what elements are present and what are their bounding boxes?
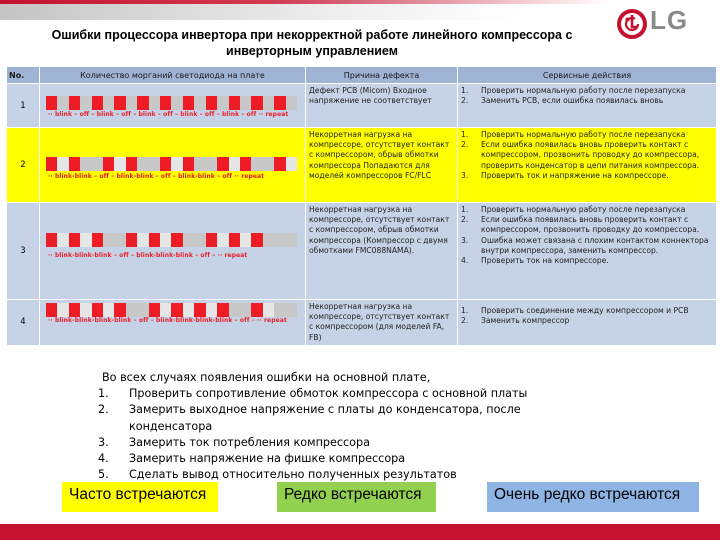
lg-logo-text: LG xyxy=(650,5,689,35)
row-number: 4 xyxy=(7,300,40,346)
legend-very-rare: Очень редко встречаются xyxy=(487,482,699,512)
row-number: 2 xyxy=(7,128,40,203)
action-item: 2. Заменить компрессор xyxy=(461,316,570,326)
table-row xyxy=(7,203,717,300)
note-item: 2. Замерить выходное напряжение с платы до конденсатора, после конденсатора xyxy=(98,403,521,433)
note-item: 5. Сделать вывод относительно полученных результатов xyxy=(98,468,457,482)
legend-rare: Редко встречаются xyxy=(277,482,436,512)
table-header-row xyxy=(7,67,717,84)
header-actions: Сервисные действия xyxy=(458,67,717,84)
notes-intro: Во всех случаях появления ошибки на основной плате, xyxy=(102,371,431,384)
blink-pattern xyxy=(40,84,306,128)
blink-strip xyxy=(46,157,297,171)
action-item: 1. Проверить соединение между компрессором и PCB xyxy=(461,306,689,315)
general-notes xyxy=(98,370,568,483)
page-title-line-2: инверторным управлением xyxy=(226,44,398,58)
header-red-stripe xyxy=(0,0,610,4)
blink-pattern xyxy=(40,300,306,346)
footer-red-bar xyxy=(0,524,720,540)
row-number: 3 xyxy=(7,203,40,300)
action-item: 1. Проверить нормальную работу после перезапуска xyxy=(461,130,686,139)
action-item: 2. Заменить PCB, если ошибка появилась вновь xyxy=(461,96,664,106)
header-no: No. xyxy=(7,67,40,84)
legend-frequent: Часто встречаются xyxy=(62,482,218,512)
row-number: 1 xyxy=(7,84,40,128)
defect-cause: Некорретная нагрузка на компрессоре, отсутствует контакт с компрессором, обрыв обмотки компрессора Попадаются для моделей компрессоров FC/FLC xyxy=(306,128,458,203)
service-actions xyxy=(458,84,717,128)
defect-cause: Дефект PCB (Micom) Входное напряжение не соответствует xyxy=(306,84,458,128)
action-item: 3. Ошибка может связана с плохим контактом коннектора внутри компрессора, заменить компрессор. xyxy=(461,235,709,255)
blink-pattern xyxy=(40,203,306,300)
action-item: 3. Проверить ток и напряжение на компрессоре. xyxy=(461,170,669,180)
service-actions xyxy=(458,300,717,346)
table-row xyxy=(7,300,717,346)
page-title-line-1: Ошибки процессора инвертора при некорректной работе линейного компрессора с xyxy=(51,28,573,42)
table-row xyxy=(7,84,717,128)
blink-caption: ·· blink-blink – off – blink-blink – off – blink-blink – off ·· repeat xyxy=(48,173,265,180)
defect-cause: Некорретная нагрузка на компрессоре, отсутствует контакт с компрессором, обрыв обмотки компрессора (Компрессор с двумя обмотками FMC088NAMA). xyxy=(306,203,458,300)
service-actions xyxy=(458,128,717,203)
blink-pattern xyxy=(40,128,306,203)
error-table xyxy=(6,66,717,346)
defect-cause: Некорретная нагрузка на компрессоре, отсутствует контакт с компрессором (для моделей FA, FB) xyxy=(306,300,458,346)
action-item: 2. Если ошибка появилась вновь проверить контакт с компрессором, прозвонить проводку до компрессора. xyxy=(461,215,700,235)
note-item: 4. Замерить напряжение на фишке компрессора xyxy=(98,452,406,466)
header-cause: Причина дефекта xyxy=(306,67,458,84)
action-item: 1. Проверить нормальную работу после перезапуска xyxy=(461,205,686,214)
blink-strip xyxy=(46,96,297,110)
blink-caption: ·· blink-blink-blink-blink – off – blink-blink-blink-blink – off – ·· repeat xyxy=(48,317,287,324)
page-title xyxy=(12,27,612,59)
blink-strip xyxy=(46,303,297,317)
note-item: 3. Замерить ток потребления компрессора xyxy=(98,435,370,449)
action-item: 1. Проверить нормальную работу после перезапуска xyxy=(461,86,686,95)
blink-strip xyxy=(46,233,297,247)
action-item: 2. Если ошибка появилась вновь проверить контакт с компрессором, прозвонить проводку до компрессора, проверить конденсатор в цепи питания компрессора. xyxy=(461,140,700,170)
note-item: 1. Проверить сопротивление обмоток компрессора с основной платы xyxy=(98,387,528,401)
blink-caption: ·· blink-blink-blink – off – blink-blink-blink – off – ·· repeat xyxy=(48,252,248,259)
header-pattern: Количество морганий светодиода на плате xyxy=(40,67,306,84)
table-row xyxy=(7,128,717,203)
action-item: 4. Проверить ток на компрессоре. xyxy=(461,256,609,266)
service-actions xyxy=(458,203,717,300)
blink-caption: ·· blink – off – blink – off – blink – off – blink – off – blink – off ·· repeat xyxy=(48,111,289,118)
